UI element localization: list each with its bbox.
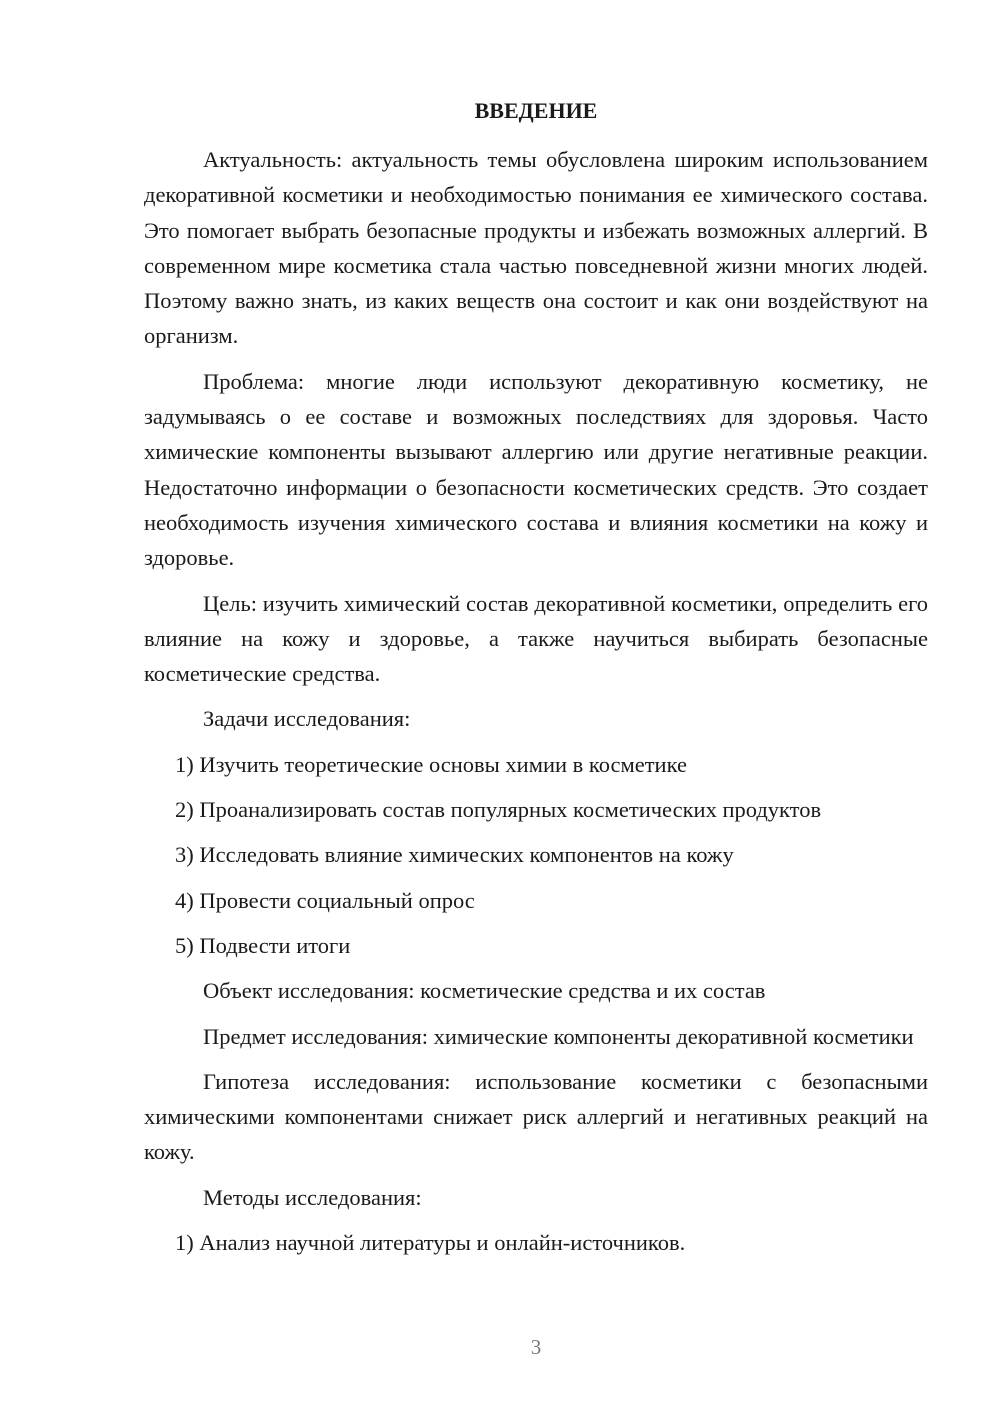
list-item-task-5: 5) Подвести итоги	[175, 932, 351, 958]
goal-paragraph: Цель: изучить химический состав декоративной косметики, определить его влияние на кожу и здоровье, а также научиться выбирать безопасные косметические средства.	[144, 590, 928, 687]
list-item-task-1: 1) Изучить теоретические основы химии в косметике	[175, 751, 687, 777]
subject-paragraph: Предмет исследования: химические компоненты декоративной косметики	[203, 1023, 914, 1049]
object-paragraph: Объект исследования: косметические средства и их состав	[203, 978, 766, 1004]
list-item-task-4: 4) Провести социальный опрос	[175, 887, 475, 913]
document-body	[144, 142, 928, 1270]
tasks-list	[144, 747, 928, 963]
methods-heading: Методы исследования:	[203, 1184, 422, 1210]
tasks-heading: Задачи исследования:	[203, 706, 411, 732]
hypothesis-paragraph: Гипотеза исследования: использование косметики с безопасными химическими компонентами снижает риск аллергий и негативных реакций на кожу.	[144, 1068, 928, 1165]
page-number: 3	[530, 1335, 542, 1359]
list-item-task-2: 2) Проанализировать состав популярных косметических продуктов	[175, 797, 822, 823]
list-item-method-1: 1) Анализ научной литературы и онлайн-источников.	[175, 1230, 686, 1256]
relevance-paragraph: Актуальность: актуальность темы обусловлена широким использованием декоративной косметики и необходимостью понимания ее химического состава. Это помогает выбрать безопасные продукты и избежать возможных аллергий. В современном мире косметика стала частью повседневной жизни многих людей. Поэтому важно знать, из каких веществ она состоит и как они воздействуют на организм.	[144, 147, 928, 349]
list-item-task-3: 3) Исследовать влияние химических компонентов на кожу	[175, 842, 734, 868]
problem-paragraph: Проблема: многие люди используют декоративную косметику, не задумываясь о ее составе и возможных последствиях для здоровья. Часто химические компоненты вызывают аллергию или другие негативные реакции. Недостаточно информации о безопасности косметических средств. Это создает необходимость изучения химического состава и влияния косметики на кожу и здоровье.	[144, 368, 928, 571]
methods-list	[144, 1225, 928, 1260]
section-title: ВВЕДЕНИЕ	[474, 98, 598, 123]
